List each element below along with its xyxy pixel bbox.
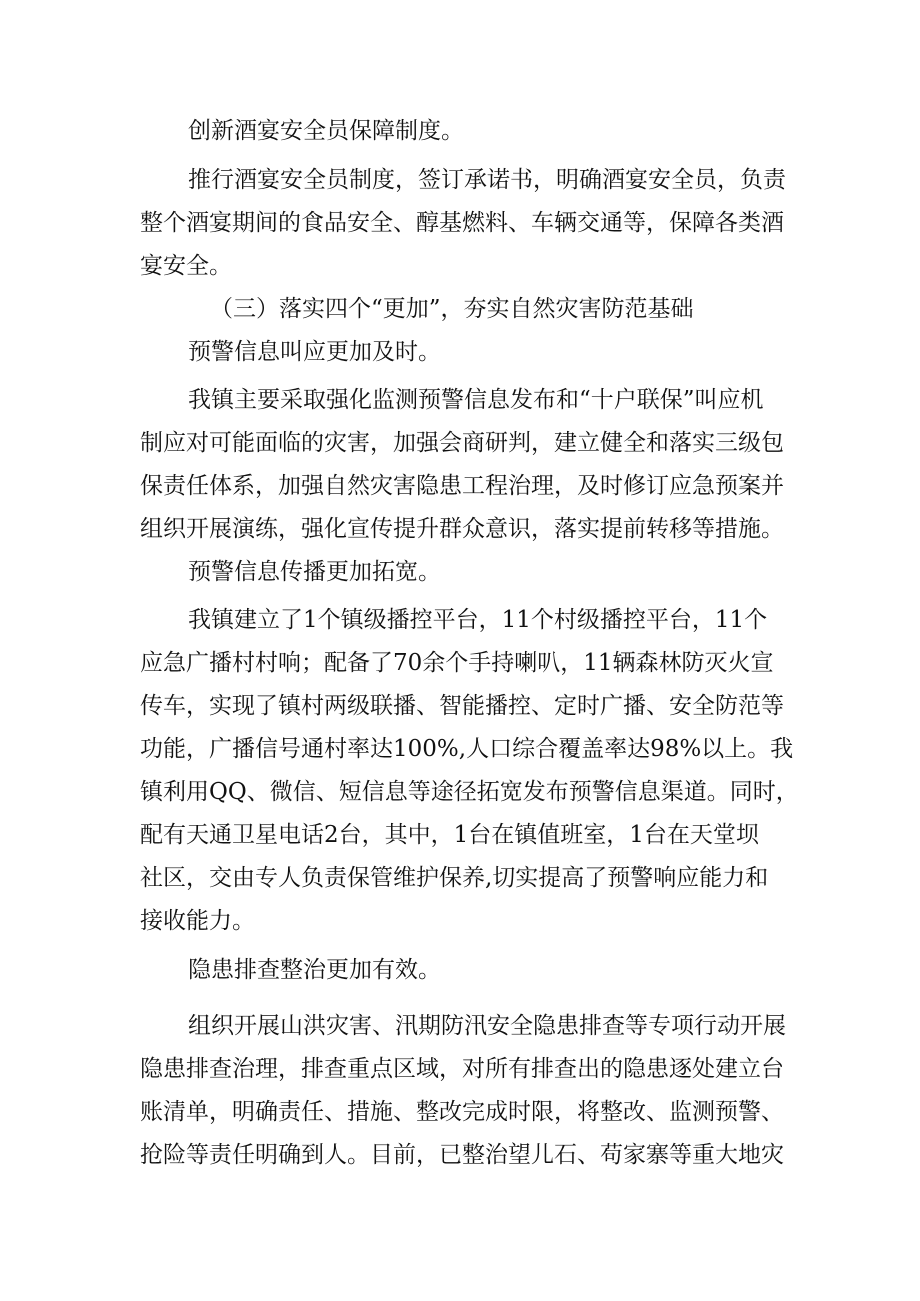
paragraph-line: 组织开展演练，强化宣传提升群众意识，落实提前转移等措施。 xyxy=(140,516,784,542)
paragraph-line: 配有天通卫星电话2台，其中，1台在镇值班室，1台在天堂坝 xyxy=(140,822,759,848)
paragraph-line: 接收能力。 xyxy=(140,908,255,934)
paragraph-line: 隐患排查治理，排查重点区域，对所有排查出的隐患逐处建立台 xyxy=(140,1056,784,1082)
paragraph-line: 宴安全。 xyxy=(140,253,232,279)
paragraph-line: 传车，实现了镇村两级联播、智能播控、定时广播、安全防范等 xyxy=(140,693,784,719)
paragraph-line: 组织开展山洪灾害、汛期防汛安全隐患排查等专项行动开展 xyxy=(188,1013,786,1039)
paragraph-line: 制应对可能面临的灾害，加强会商研判，建立健全和落实三级包 xyxy=(140,430,784,456)
paragraph-heading: 创新酒宴安全员保障制度。 xyxy=(188,118,464,144)
paragraph-line: 社区，交由专人负责保管维护保养,切实提高了预警响应能力和 xyxy=(140,865,769,891)
paragraph-line: 功能，广播信号通村率达100%,人口综合覆盖率达98%以上。我 xyxy=(140,736,794,762)
paragraph-line: 应急广播村村响；配备了70余个手持喇叭，11辆森林防灭火宣 xyxy=(140,650,774,676)
paragraph-line: 我镇主要采取强化监测预警信息发布和“十户联保”叫应机 xyxy=(188,387,764,413)
paragraph-line: 抢险等责任明确到人。目前，已整治望儿石、苟家寨等重大地灾 xyxy=(140,1142,784,1168)
paragraph-line: 我镇建立了1个镇级播控平台，11个村级播控平台，11个 xyxy=(188,607,768,633)
section-heading: （三）落实四个“更加”，夯实自然灾害防范基础 xyxy=(210,296,694,322)
paragraph-line: 账清单，明确责任、措施、整改完成时限，将整改、监测预警、 xyxy=(140,1099,784,1125)
paragraph-heading: 隐患排查整治更加有效。 xyxy=(188,957,441,983)
paragraph-line: 镇利用QQ、微信、短信息等途径拓宽发布预警信息渠道。同时， xyxy=(140,779,799,805)
paragraph-line: 保责任体系，加强自然灾害隐患工程治理，及时修订应急预案并 xyxy=(140,473,784,499)
paragraph-line: 推行酒宴安全员制度，签订承诺书，明确酒宴安全员，负责 xyxy=(188,167,786,193)
paragraph-heading: 预警信息叫应更加及时。 xyxy=(188,339,441,365)
paragraph-line: 整个酒宴期间的食品安全、醇基燃料、车辆交通等，保障各类酒 xyxy=(140,210,784,236)
paragraph-heading: 预警信息传播更加拓宽。 xyxy=(188,559,441,585)
